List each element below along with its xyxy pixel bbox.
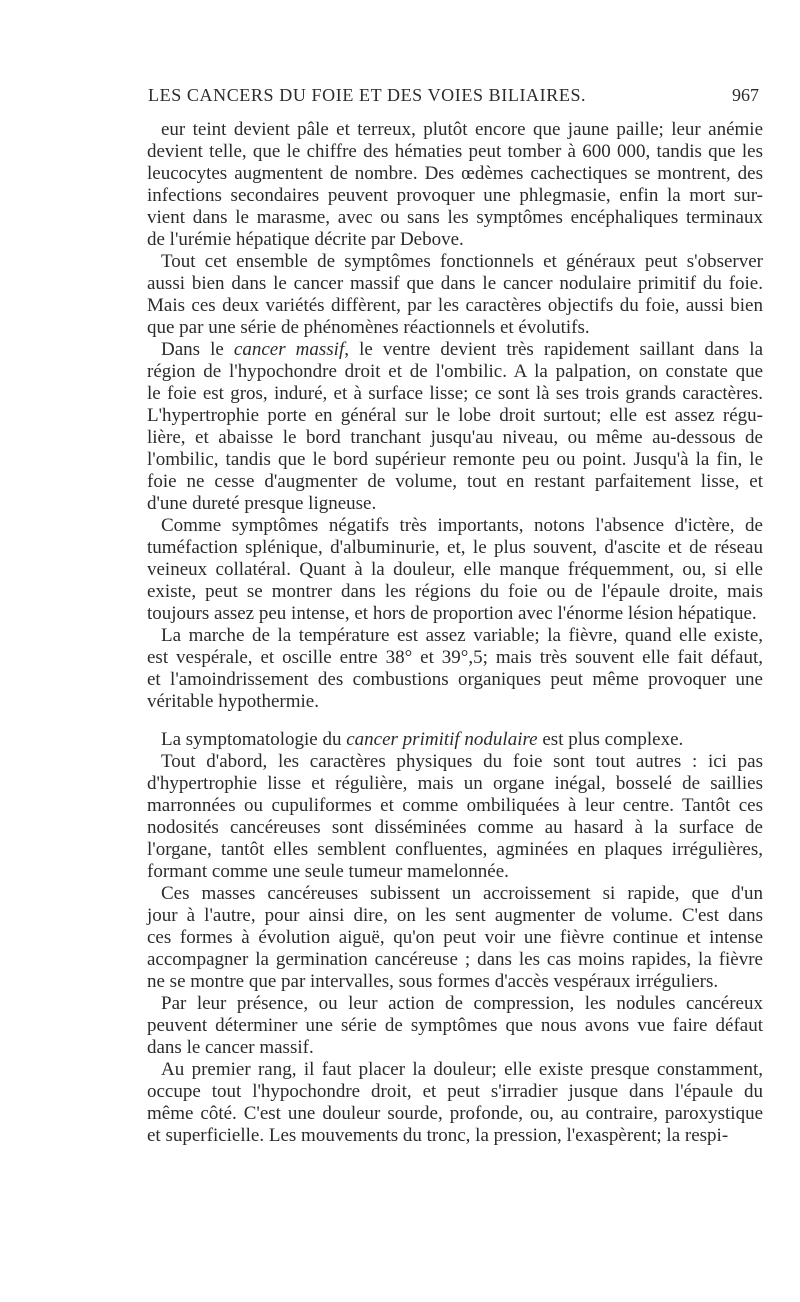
text-line: le foie est gros, induré, et à surface lisse; ce sont là ses trois grands caractères. [147, 383, 763, 404]
text-line: Mais ces deux variétés diffèrent, par les caractères objectifs du foie, aussi bien [147, 295, 763, 316]
text-line: Tout cet ensemble de symptômes fonctionnels et généraux peut s'observer [161, 251, 763, 272]
text-line: d'une dureté presque ligneuse. [147, 493, 377, 514]
text-line: Ces masses cancéreuses subissent un accroissement si rapide, que d'un [161, 883, 763, 904]
text-line: jour à l'autre, pour ainsi dire, on les sent augmenter de volume. C'est dans [147, 905, 763, 926]
text-line: La marche de la température est assez variable; la fièvre, quand elle existe, [161, 625, 763, 646]
text-line [147, 729, 763, 751]
text-line: l'organe, tantôt elles semblent confluentes, agminées en plaques irrégulières, [147, 839, 763, 860]
text-line: L'hypertrophie porte en général sur le lobe droit surtout; elle est assez régu- [147, 405, 763, 426]
text-line: occupe tout l'hypochondre droit, et peut s'irradier jusque dans l'épaule du [147, 1081, 763, 1102]
paragraph [147, 339, 763, 515]
text-line: et superficielle. Les mouvements du tronc, la pression, l'exaspèrent; la respi- [147, 1125, 729, 1146]
text-segment: , le ventre devient très rapidement saillant dans la [344, 339, 763, 360]
text-line: peuvent déterminer une série de symptômes que nous avons vue faire défaut [147, 1015, 763, 1036]
italic-term: cancer primitif nodulaire [346, 729, 538, 750]
text-line: que par une série de phénomènes réactionnels et évolutifs. [147, 317, 590, 338]
text-segment: est plus complexe. [537, 729, 684, 750]
text-line: Par leur présence, ou leur action de compression, les nodules cancéreux [161, 993, 763, 1014]
text-line: nodosités cancéreuses sont disséminées comme au hasard à la surface de [147, 817, 763, 838]
text-line: véritable hypothermie. [147, 691, 319, 712]
text-line: foie ne cesse d'augmenter de volume, tout en restant parfaitement lisse, et [147, 471, 763, 492]
paragraph [147, 251, 763, 339]
text-line: tuméfaction splénique, d'albuminurie, et, le plus souvent, d'ascite et de réseau [147, 537, 763, 558]
section-gap [147, 713, 763, 729]
paragraph [147, 625, 763, 713]
text-line: lière, et abaisse le bord tranchant jusqu'au niveau, ou même au-dessous de [147, 427, 763, 448]
text-segment: La symptomatologie du [161, 729, 347, 750]
text-line: Comme symptômes négatifs très importants, notons l'absence d'ictère, de [161, 515, 763, 536]
text-line: leucocytes augmentent de nombre. Des œdèmes cachectiques se montrent, des [147, 163, 763, 184]
text-line: vient dans le marasme, avec ou sans les symptômes encéphaliques terminaux [147, 207, 763, 228]
text-line: existe, peut se montrer dans les régions du foie ou de l'épaule droite, mais [147, 581, 763, 602]
italic-term: cancer massif [233, 339, 345, 360]
paragraph [147, 119, 763, 251]
text-line: marronnées ou cupuliformes et comme ombiliquées à leur centre. Tantôt ces [147, 795, 763, 816]
paragraph [147, 993, 763, 1059]
text-line: et l'amoindrissement des combustions organiques peut même provoquer une [147, 669, 763, 690]
paragraph [147, 883, 763, 993]
paragraph [147, 751, 763, 883]
text-line: de l'urémie hépatique décrite par Debove. [147, 229, 464, 250]
text-line: aussi bien dans le cancer massif que dans le cancer nodulaire primitif du foie. [147, 273, 763, 294]
text-line: dans le cancer massif. [147, 1037, 314, 1058]
text-line: toujours assez peu intense, et hors de proportion avec l'énorme lésion hépatique. [147, 603, 757, 624]
text-line: devient telle, que le chiffre des hématies peut tomber à 600 000, tandis que les [147, 141, 763, 162]
text-line: infections secondaires peuvent provoquer une phlegmasie, enfin la mort sur- [147, 185, 763, 206]
text-line: eur teint devient pâle et terreux, plutôt encore que jaune paille; leur anémie [161, 119, 763, 140]
text-line: Tout d'abord, les caractères physiques du foie sont tout autres : ici pas [161, 751, 763, 772]
paragraph [147, 1059, 763, 1147]
text-line: région de l'hypochondre droit et de l'ombilic. A la palpation, on constate que [147, 361, 763, 382]
text-line: d'hypertrophie lisse et régulière, mais un organe inégal, bosselé de saillies [147, 773, 763, 794]
text-line: l'ombilic, tandis que le bord supérieur remonte peu ou point. Jusqu'à la fin, le [147, 449, 763, 470]
paragraph [147, 515, 763, 625]
text-line: veineux collatéral. Quant à la douleur, elle manque fréquemment, ou, si elle [147, 559, 763, 580]
page-number: 967 [732, 85, 759, 105]
text-segment: Dans le [161, 339, 234, 360]
text-line: accompagner la germination cancéreuse ; dans les cas moins rapides, la fièvre [147, 949, 763, 970]
text-line [147, 339, 763, 361]
text-line: est vespérale, et oscille entre 38° et 39°,5; mais très souvent elle fait défaut, [147, 647, 763, 668]
paragraph [147, 729, 763, 751]
text-line: ces formes à évolution aiguë, qu'on peut voir une fièvre continue et intense [147, 927, 763, 948]
text-line: Au premier rang, il faut placer la douleur; elle existe presque constamment, [161, 1059, 763, 1080]
text-line: même côté. C'est une douleur sourde, profonde, ou, au contraire, paroxystique [147, 1103, 763, 1124]
text-line: formant comme une seule tumeur mamelonnée. [147, 861, 509, 882]
body-text [147, 119, 763, 1147]
running-head: LES CANCERS DU FOIE ET DES VOIES BILIAIRES. [148, 85, 587, 105]
text-line: ne se montre que par intervalles, sous formes d'accès vespéraux irréguliers. [147, 971, 719, 992]
